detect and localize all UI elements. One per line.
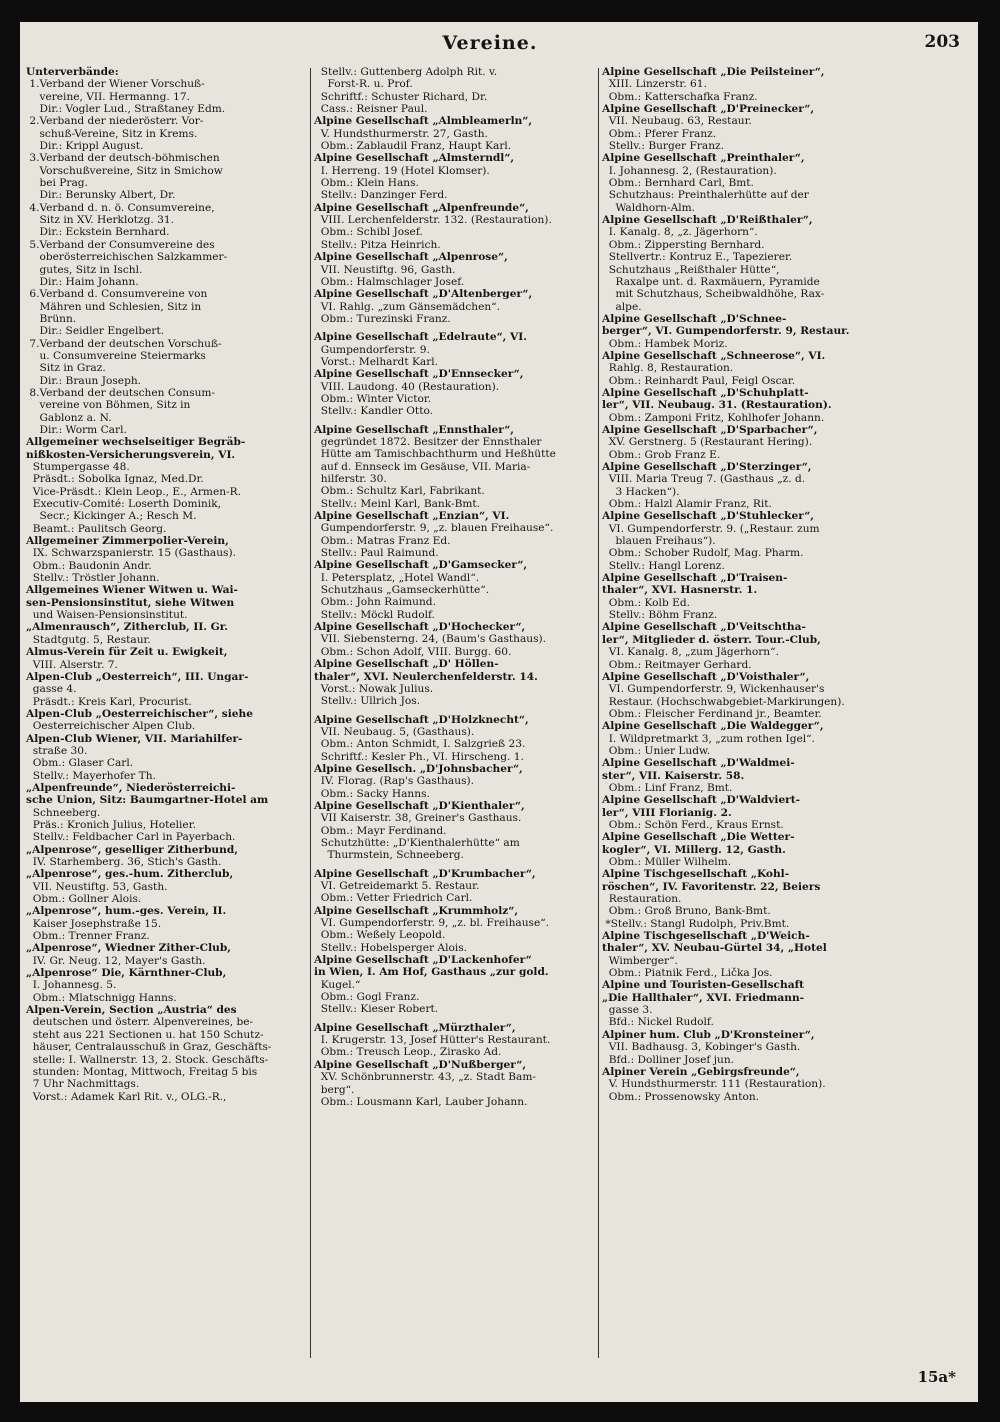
entry-text-line: VIII. Lerchenfelderstr. 132. (Restauration). xyxy=(314,214,552,227)
entry-heading-line: Alpine Gesellschaft „Schneerose“, VI. xyxy=(602,349,826,362)
entry-text-line: schuß-Vereine, Sitz in Krems. xyxy=(26,127,198,140)
entry-heading-line: röschen“, IV. Favoritenstr. 22, Beiers xyxy=(602,880,821,893)
entry-text-line: VI. Kanalg. 8, „zum Jägerhorn“. xyxy=(602,646,779,659)
entry-heading-line: Alpine Gesellschaft „Die Wetter- xyxy=(602,831,795,844)
entry-heading-line: ler“, VII. Neubaug. 31. (Restauration). xyxy=(602,399,832,412)
entry-text-line: IV. Florag. (Rap's Gasthaus). xyxy=(314,775,475,788)
entry-heading-line: Alpine Gesellschaft „D' Höllen- xyxy=(314,658,499,671)
entry-text-line: Cass.: Reisner Paul. xyxy=(314,103,428,116)
entry-heading-line: Alpine und Touristen-Gesellschaft xyxy=(602,979,805,992)
entry-text-line: häuser, Centralausschuß in Graz, Geschäfts- xyxy=(26,1041,272,1054)
entry-heading-line: „Alpenrose“ Die, Kärnthner-Club, xyxy=(26,967,227,980)
entry-text-line: auf d. Ennseck im Gesäuse, VII. Maria- xyxy=(314,460,531,473)
entry-text-line: VII. Neustiftg. 53, Gasth. xyxy=(26,880,168,893)
entry-heading-line: Alpine Gesellschaft „D'Preinecker“, xyxy=(602,103,815,116)
entry-text-line: Schriftf.: Kesler Ph., VI. Hirscheng. 1. xyxy=(314,750,524,763)
entry-heading-line: Alpine Gesellschaft „Almbleamerln“, xyxy=(314,115,533,128)
entry-text-line: I. Johannesg. 2, (Restauration). xyxy=(602,164,777,177)
entry-text-line: Obm.: Lousmann Karl, Lauber Johann. xyxy=(314,1095,528,1108)
entry-text-line: Stellv.: Mayerhofer Th. xyxy=(26,769,156,782)
page-title: Vereine. xyxy=(442,32,538,54)
entry-text-line: VIII. Maria Treug 7. (Gasthaus „z. d. xyxy=(602,473,806,486)
entry-text-line: V. Hundsthurmerstr. 111 (Restauration). xyxy=(602,1078,826,1091)
entry-text-line: Mähren und Schlesien, Sitz in xyxy=(26,300,202,313)
entry-text-line: Stellv.: Meinl Karl, Bank-Bmt. xyxy=(314,497,481,510)
entry-text-line: VIII. Laudong. 40 (Restauration). xyxy=(314,380,500,393)
entry-text-line: 7 Uhr Nachmittags. xyxy=(26,1078,140,1091)
entry-text-line: Restaur. (Hochschwabgebiet-Markirungen). xyxy=(602,695,845,708)
entry-text-line: Stadtgutg. 5, Restaur. xyxy=(26,633,151,646)
entry-heading-line: Alpine Gesellschaft „Alpenrose“, xyxy=(314,251,508,264)
entry-heading-line: Alpine Gesellschaft „D'Veitschtha- xyxy=(602,621,806,634)
entry-text-line: Forst-R. u. Prof. xyxy=(314,78,413,91)
entry-text-line: VIII. Alserstr. 7. xyxy=(26,658,118,671)
entry-text-line: Secr.; Kickinger A.; Resch M. xyxy=(26,510,197,523)
entry-text-line: Obm.: Weßely Leopold. xyxy=(314,929,446,942)
entry-heading-line: thaler“, XV. Neubau-Gürtel 34, „Hotel xyxy=(602,942,827,955)
entry-text-line: Sitz in XV. Herklotzg. 31. xyxy=(26,214,174,227)
entry-text-line: VII. Neustiftg. 96, Gasth. xyxy=(314,263,456,276)
page-number: 203 xyxy=(924,32,960,52)
entry-heading-line: Alpine Tischgesellschaft „D'Weich- xyxy=(602,930,810,943)
entry-text-line: Obm.: Schön Ferd., Kraus Ernst. xyxy=(602,818,784,831)
entry-text-line: Schriftf.: Schuster Richard, Dr. xyxy=(314,90,488,103)
entry-text-line: IV. Gr. Neug. 12, Mayer's Gasth. xyxy=(26,954,206,967)
entry-text-line: Gablonz a. N. xyxy=(26,411,112,424)
entry-heading-line: Alpiner Verein „Gebirgsfreunde“, xyxy=(602,1065,800,1078)
entry-text-line: Thurmstein, Schneeberg. xyxy=(314,849,464,862)
entry-text-line: berg“. xyxy=(314,1083,355,1096)
entry-text-line: bei Prag. xyxy=(26,177,88,190)
entry-heading-line: sche Union, Sitz: Baumgartner-Hotel am xyxy=(26,794,269,807)
entry-text-line: VI. Gumpendorferstr. 9. („Restaur. zum xyxy=(602,522,820,535)
entry-text-line: Obm.: Linf Franz, Bmt. xyxy=(602,781,733,794)
entry-heading-line: Alpiner hum. Club „D'Kronsteiner“, xyxy=(602,1028,815,1041)
entry-text-line: Obm.: Vetter Friedrich Carl. xyxy=(314,892,473,905)
entry-text-line: Stellv.: Pitza Heinrich. xyxy=(314,238,441,251)
entry-text-line: VI. Gumpendorferstr. 9, Wickenhauser's xyxy=(602,683,825,696)
entry-heading-line: Alpen-Club Wiener, VII. Mariahilfer- xyxy=(26,732,243,745)
entry-text-line: Obm.: Halmschlager Josef. xyxy=(314,275,465,288)
entry-text-line: deutschen und österr. Alpenvereines, be- xyxy=(26,1016,254,1029)
entry-text-line: Obm.: Gollner Alois. xyxy=(26,893,142,906)
entry-text-line: Dir.: Vogler Lud., Straßtaney Edm. xyxy=(26,103,226,116)
entry-text-line: Raxalpe unt. d. Raxmäuern, Pyramide xyxy=(602,275,820,288)
entry-heading-line: Alpine Gesellschaft „D'Gamsecker“, xyxy=(314,559,528,572)
entry-text-line: Sitz in Graz. xyxy=(26,362,106,375)
signature-mark: 15a* xyxy=(917,1368,956,1386)
entry-text-line: Obm.: Zamponi Fritz, Kohlhofer Johann. xyxy=(602,411,825,424)
entry-heading-line: thaler“, XVI. Hasnerstr. 1. xyxy=(602,584,758,597)
entry-text-line: VI. Getreidemarkt 5. Restaur. xyxy=(314,880,480,892)
entry-text-line: 1.Verband der Wiener Vorschuß- xyxy=(26,78,205,91)
entry-text-line: Stellv.: Böhm Franz. xyxy=(602,609,718,622)
entry-text-line: Kaiser Josephstraße 15. xyxy=(26,917,162,930)
entry-heading-line: Alpine Gesellschaft „D'Ennsecker“, xyxy=(314,368,524,381)
entry-text-line: stelle: I. Wallnerstr. 13, 2. Stock. Geschäfts- xyxy=(26,1053,269,1066)
entry-heading-line: „Alpenrose“, ges.-hum. Zitherclub, xyxy=(26,868,234,881)
entry-text-line: Beamt.: Paulitsch Georg. xyxy=(26,522,167,535)
entry-text-line: 6.Verband d. Consumvereine von xyxy=(26,288,208,301)
entry-text-line: Obm.: Glaser Carl. xyxy=(26,757,134,770)
entry-text-line: Obm.: Winter Victor. xyxy=(314,392,432,405)
entry-text-line: Dir.: Haim Johann. xyxy=(26,275,139,288)
entry-heading-line: Alpine Gesellschaft „D'Schuhplatt- xyxy=(602,386,809,399)
entry-text-line: IV. Starhemberg. 36, Stich's Gasth. xyxy=(26,856,222,868)
entry-text-line: Stellv.: Hangl Lorenz. xyxy=(602,559,725,572)
entry-text-line: Gumpendorferstr. 9. xyxy=(314,343,430,356)
column-middle xyxy=(314,66,598,1366)
entry-text-line: Obm.: Gogl Franz. xyxy=(314,991,420,1004)
entry-text-line: Kugel.“ xyxy=(314,978,361,991)
entry-heading-line: Alpine Gesellschaft „D'Sparbacher“, xyxy=(602,423,818,436)
entry-text-line: Obm.: Pferer Franz. xyxy=(602,127,717,140)
entry-text-line: 7.Verband der deutschen Vorschuß- xyxy=(26,337,222,350)
entry-text-line: Schutzhaus „Reißthaler Hütte“, xyxy=(602,263,780,276)
entry-heading-line: nißkosten-Versicherungsverein, VI. xyxy=(26,448,236,461)
entry-text-line: Obm.: Mayr Ferdinand. xyxy=(314,824,447,837)
entry-text-line: Stellv.: Burger Franz. xyxy=(602,140,724,153)
entry-text-line: Obm.: Trenner Franz. xyxy=(26,930,150,943)
entry-text-line: VI. Gumpendorferstr. 9, „z. bl. Freihause“. xyxy=(314,917,550,930)
entry-text-line: VII. Siebensterng. 24, (Baum's Gasthaus). xyxy=(314,633,547,646)
entry-heading-line: Alpine Gesellschaft „D'Traisen- xyxy=(602,572,788,585)
entry-heading-line: Alpine Gesellschaft „D'Waldmei- xyxy=(602,757,795,770)
entry-text-line: Schneeberg. xyxy=(26,806,101,819)
entry-text-line: Obm.: Zablaudil Franz, Haupt Karl. xyxy=(314,140,512,153)
entry-heading-line: Allgemeines Wiener Witwen u. Wai- xyxy=(26,584,238,597)
entry-heading-line: Alpine Gesellschaft „D'Lackenhofer“ xyxy=(314,954,532,967)
entry-text-line: Dir.: Krippl August. xyxy=(26,140,144,153)
entry-heading-line: „Almenrausch“, Zitherclub, II. Gr. xyxy=(26,621,228,634)
entry-text-line: IX. Schwarzspanierstr. 15 (Gasthaus). xyxy=(26,547,236,560)
entry-text-line: Restauration. xyxy=(602,893,682,906)
entry-heading-line: ler“, Mitglieder d. österr. Tour.-Club, xyxy=(602,633,821,646)
entry-text-line: Obm.: Mlatschnigg Hanns. xyxy=(26,991,177,1004)
entry-heading-line: Alpine Tischgesellschaft „Kohl- xyxy=(602,868,790,881)
entry-text-line: gasse 4. xyxy=(26,683,77,696)
entry-text-line: Dir.: Braun Joseph. xyxy=(26,374,142,387)
entry-heading-line: „Die Hallthaler“, XVI. Friedmann- xyxy=(602,991,805,1004)
entry-heading-line: Alpine Gesellsch. „D'Johnsbacher“, xyxy=(314,762,523,775)
entry-text-line: Stellv.: Kieser Robert. xyxy=(314,1003,439,1016)
entry-heading-line: Alpine Gesellschaft „D'Voisthaler“, xyxy=(602,670,810,683)
entry-text-line: Schutzhütte: „D'Kienthalerhütte“ am xyxy=(314,836,520,849)
entry-text-line: alpe. xyxy=(602,300,642,313)
entry-text-line: Obm.: Schultz Karl, Fabrikant. xyxy=(314,485,485,498)
entry-text-line: 3.Verband der deutsch-böhmischen xyxy=(26,152,220,165)
entry-text-line: Oesterreichischer Alpen Club. xyxy=(26,720,196,733)
entry-text-line: Brünn. xyxy=(26,312,77,325)
entry-text-line: gegründet 1872. Besitzer der Ennsthaler xyxy=(314,435,542,448)
entry-text-line: Obm.: Groß Bruno, Bank-Bmt. xyxy=(602,905,771,918)
entry-text-line: Stellv.: Kandler Otto. xyxy=(314,405,434,418)
entry-heading-line: Almus-Verein für Zeit u. Ewigkeit, xyxy=(26,646,228,659)
entry-heading-line: Alpine Gesellschaft „Preinthaler“, xyxy=(602,152,805,165)
entry-text-line: Obm.: Schon Adolf, VIII. Burgg. 60. xyxy=(314,645,512,658)
entry-text-line: Obm.: Sacky Hanns. xyxy=(314,787,430,800)
entry-text-line: Obm.: Bernhard Carl, Bmt. xyxy=(602,177,754,190)
entry-text-line: 2.Verband der niederösterr. Vor- xyxy=(26,115,204,128)
entry-text-line: I. Petersplatz, „Hotel Wandl“. xyxy=(314,571,480,584)
entry-text-line: steht aus 221 Sectionen u. hat 150 Schutz- xyxy=(26,1028,264,1041)
entry-text-line: 3 Hacken“). xyxy=(602,485,680,498)
entry-heading-line: „Alpenrose“, Wiedner Zither-Club, xyxy=(26,942,231,955)
entry-heading-line: Alpine Gesellschaft „Die Peilsteiner“, xyxy=(602,66,825,78)
entry-text-line: und Waisen-Pensionsinstitut. xyxy=(26,609,188,622)
entry-heading-line: Alpen-Club „Oesterreich“, III. Ungar- xyxy=(26,670,249,683)
entry-text-line: Stellv.: Tröstler Johann. xyxy=(26,572,160,585)
entry-text-line: Vorst.: Adamek Karl Rit. v., OLG.-R., xyxy=(26,1090,227,1103)
entry-text-line: blauen Freihaus“). xyxy=(602,535,716,548)
entry-text-line: Obm.: Anton Schmidt, I. Salzgrieß 23. xyxy=(314,738,526,751)
entry-text-line: Präs.: Kronich Julius, Hotelier. xyxy=(26,818,196,831)
entry-text-line: Obm.: Katterschafka Franz. xyxy=(602,90,758,103)
entry-heading-line: Alpine Gesellschaft „D'Holzknecht“, xyxy=(314,713,529,726)
entry-heading-line: ster“, VII. Kaiserstr. 58. xyxy=(602,769,745,782)
entry-text-line: vereine von Böhmen, Sitz in xyxy=(26,399,191,412)
entry-text-line: Dir.: Worm Carl. xyxy=(26,423,127,436)
entry-text-line: Obm.: Halzl Alamir Franz, Rit. xyxy=(602,498,772,511)
entry-heading-line: Alpine Gesellschaft „Mürzthaler“, xyxy=(314,1021,516,1034)
entry-text-line: Präsdt.: Kreis Karl, Procurist. xyxy=(26,695,192,708)
entry-text-line: oberösterreichischen Salzkammer- xyxy=(26,251,228,264)
entry-heading-line: Alpine Gesellschaft „Die Waldegger“, xyxy=(602,720,824,733)
entry-text-line: Präsdt.: Sobolka Ignaz, Med.Dr. xyxy=(26,473,204,486)
entry-heading-line: Allgemeiner wechselseitiger Begräb- xyxy=(26,436,246,449)
entry-text-line: Wimberger“. xyxy=(602,954,678,967)
entry-text-line: Dir.: Berunsky Albert, Dr. xyxy=(26,189,176,202)
entry-text-line: Obm.: Matras Franz Ed. xyxy=(314,534,451,547)
entry-text-line: Stellv.: Ullrich Jos. xyxy=(314,695,421,708)
entry-text-line: Vice-Präsdt.: Klein Leop., E., Armen-R. xyxy=(26,485,241,498)
entry-heading-line: Alpine Gesellschaft „D'Waldviert- xyxy=(602,794,801,807)
entry-text-line: Obm.: Reitmayer Gerhard. xyxy=(602,658,752,671)
entry-heading-line: thaler“, XVI. Neulerchenfelderstr. 14. xyxy=(314,670,538,683)
entry-text-line: 8.Verband der deutschen Consum- xyxy=(26,386,216,399)
entry-heading-line: Unterverbände: xyxy=(26,66,119,78)
entry-heading-line: Alpine Gesellschaft „D'Sterzinger“, xyxy=(602,461,812,473)
book-page xyxy=(20,22,978,1402)
entry-heading-line: Alpine Gesellschaft „Alpenfreunde“, xyxy=(314,201,529,214)
entry-text-line: *Stellv.: Stangl Rudolph, Priv.Bmt. xyxy=(602,917,790,930)
entry-heading-line: Alpine Gesellschaft „D'Hochecker“, xyxy=(314,621,526,634)
entry-heading-line: Alpine Gesellschaft „D'Stuhlecker“, xyxy=(602,510,814,523)
entry-text-line: Obm.: Unier Ludw. xyxy=(602,744,711,757)
entry-text-line: XV. Gerstnerg. 5 (Restaurant Hering). xyxy=(602,436,813,449)
column-right xyxy=(602,66,964,1366)
entry-text-line: Gumpendorferstr. 9, „z. blauen Freihause“. xyxy=(314,522,554,535)
entry-text-line: mit Schutzhaus, Scheibwaldhöhe, Rax- xyxy=(602,288,825,301)
entry-text-line: Stellv.: Feldbacher Carl in Payerbach. xyxy=(26,831,236,844)
entry-text-line: Obm.: Hambek Moriz. xyxy=(602,337,728,350)
entry-text-line: VII. Neubaug. 5, (Gasthaus). xyxy=(314,725,475,738)
entry-text-line: u. Consumvereine Steiermarks xyxy=(26,349,206,362)
entry-heading-line: Allgemeiner Zimmerpolier-Verein, xyxy=(26,535,229,548)
entry-text-line: I. Johannesg. 5. xyxy=(26,979,117,992)
entry-heading-line: Alpine Gesellschaft „D'Altenberger“, xyxy=(314,288,533,301)
entry-text-line: Waldhorn-Alm. xyxy=(602,201,696,214)
entry-text-line: vereine, VII. Hermanng. 17. xyxy=(26,90,190,103)
entry-text-line: I. Krugerstr. 13, Josef Hütter's Restaurant. xyxy=(314,1034,551,1047)
entry-text-line: Obm.: Turezinski Franz. xyxy=(314,312,451,325)
entry-text-line: Vorst.: Nowak Julius. xyxy=(314,682,434,695)
entry-text-line: Obm.: Prossenowsky Anton. xyxy=(602,1090,760,1103)
entry-heading-line: Alpen-Verein, Section „Austria“ des xyxy=(26,1004,237,1017)
entry-text-line: VII. Badhausg. 3, Kobinger's Gasth. xyxy=(602,1041,801,1054)
entry-text-line: Obm.: Treusch Leop., Zirasko Ad. xyxy=(314,1046,502,1059)
entry-text-line: Vorst.: Melhardt Karl. xyxy=(314,355,439,368)
column-divider xyxy=(598,68,599,1358)
entry-text-line: straße 30. xyxy=(26,744,88,757)
entry-text-line: Obm.: Schober Rudolf, Mag. Pharm. xyxy=(602,547,804,560)
entry-heading-line: Alpine Gesellschaft „Almsterndl“, xyxy=(314,152,515,165)
entry-text-line: 5.Verband der Consumvereine des xyxy=(26,238,215,251)
entry-text-line: Obm.: Reinhardt Paul, Feigl Oscar. xyxy=(602,374,796,387)
entry-text-line: gasse 3. xyxy=(602,1004,653,1017)
entry-text-line: 4.Verband d. n. ö. Consumvereine, xyxy=(26,201,215,214)
entry-text-line: Stellvertr.: Kontruz E., Tapezierer. xyxy=(602,251,793,264)
entry-text-line: Obm.: Grob Franz E. xyxy=(602,448,721,461)
entry-text-line: Stellv.: Danzinger Ferd. xyxy=(314,189,448,202)
entry-text-line: Stellv.: Paul Raimund. xyxy=(314,547,439,560)
entry-heading-line: in Wien, I. Am Hof, Gasthaus „zur gold. xyxy=(314,966,549,979)
entry-text-line: VI. Rahlg. „zum Gänsemädchen“. xyxy=(314,300,500,313)
entry-heading-line: berger“, VI. Gumpendorferstr. 9, Restaur. xyxy=(602,325,850,338)
column-left xyxy=(26,66,311,1366)
entry-text-line: Dir.: Eckstein Bernhard. xyxy=(26,226,170,239)
entry-text-line: stunden: Montag, Mittwoch, Freitag 5 bis xyxy=(26,1065,258,1078)
entry-text-line: Obm.: Fleischer Ferdinand jr., Beamter. xyxy=(602,707,822,720)
entry-text-line: Obm.: Baudonin Andr. xyxy=(26,559,152,572)
entry-text-line: XV. Schönbrunnerstr. 43, „z. Stadt Bam- xyxy=(314,1071,536,1084)
entry-text-line: Obm.: Müller Wilhelm. xyxy=(602,856,732,868)
entry-heading-line: Alpine Gesellschaft „Krummholz“, xyxy=(314,904,519,917)
entry-heading-line: Alpine Gesellschaft „D'Krumbacher“, xyxy=(314,867,536,880)
entry-text-line: Vorschußvereine, Sitz in Smichow xyxy=(26,164,223,177)
entry-text-line: XIII. Linzerstr. 61. xyxy=(602,78,707,91)
entry-heading-line: Alpen-Club „Oesterreichischer“, siehe xyxy=(26,707,253,720)
entry-text-line: V. Hundsthurmerstr. 27, Gasth. xyxy=(314,127,488,140)
entry-text-line: I. Kanalg. 8, „z. Jägerhorn“. xyxy=(602,226,758,239)
entry-heading-line: kogler“, VI. Millerg. 12, Gasth. xyxy=(602,843,786,856)
entry-heading-line: sen-Pensionsinstitut, siehe Witwen xyxy=(26,596,235,609)
entry-heading-line: Alpine Gesellschaft „Edelraute“, VI. xyxy=(314,331,527,344)
entry-text-line: I. Herreng. 19 (Hotel Klomser). xyxy=(314,164,490,177)
entry-heading-line: Alpine Gesellschaft „D'Nußberger“, xyxy=(314,1058,527,1071)
entry-text-line: Schutzhaus „Gamseckerhütte“. xyxy=(314,584,490,597)
entry-text-line: Stellv.: Möckl Rudolf. xyxy=(314,608,435,621)
entry-text-line: Obm.: Klein Hans. xyxy=(314,177,419,190)
entry-text-line: Schutzhaus: Preinthalerhütte auf der xyxy=(602,189,809,202)
entry-text-line: Dir.: Seidler Engelbert. xyxy=(26,325,165,338)
entry-text-line: VII. Neubaug. 63, Restaur. xyxy=(602,115,752,128)
entry-text-line: Obm.: Piatnik Ferd., Lička Jos. xyxy=(602,967,773,980)
entry-heading-line: „Alpenfreunde“, Niederösterreichi- xyxy=(26,781,236,794)
entry-text-line: hilferstr. 30. xyxy=(314,473,387,485)
entry-heading-line: Alpine Gesellschaft „Ennsthaler“, xyxy=(314,423,514,436)
entry-heading-line: „Alpenrose“, geselliger Zitherbund, xyxy=(26,843,238,856)
entry-text-line: Bfd.: Dolliner Josef jun. xyxy=(602,1053,735,1066)
entry-heading-line: ler“, VIII Florianig. 2. xyxy=(602,806,732,819)
entry-text-line: I. Wildpretmarkt 3, „zum rothen Igel“. xyxy=(602,732,815,745)
entry-heading-line: „Alpenrose“, hum.-ges. Verein, II. xyxy=(26,905,227,918)
entry-text-line: Obm.: Zippersting Bernhard. xyxy=(602,238,765,251)
entry-heading-line: Alpine Gesellschaft „D'Kienthaler“, xyxy=(314,799,525,812)
entry-heading-line: Alpine Gesellschaft „D'Schnee- xyxy=(602,312,787,325)
entry-text-line: Stellv.: Hobelsperger Alois. xyxy=(314,941,468,954)
entry-text-line: Hütte am Tamischbachthurm und Heßhütte xyxy=(314,448,556,461)
entry-text-line: Rahlg. 8, Restauration. xyxy=(602,362,734,375)
entry-text-line: gutes, Sitz in Ischl. xyxy=(26,263,143,276)
entry-text-line: Bfd.: Nickel Rudolf. xyxy=(602,1016,714,1029)
entry-heading-line: Alpine Gesellschaft „Enzian“, VI. xyxy=(314,510,510,523)
entry-text-line: Obm.: Kolb Ed. xyxy=(602,596,690,609)
entry-text-line: Executiv-Comité: Loserth Dominik, xyxy=(26,498,221,511)
entry-heading-line: Alpine Gesellschaft „D'Reißthaler“, xyxy=(602,214,813,227)
entry-text-line: Stellv.: Guttenberg Adolph Rit. v. xyxy=(314,66,498,78)
entry-text-line: Obm.: Schibl Josef. xyxy=(314,226,423,239)
entry-text-line: VII Kaiserstr. 38, Greiner's Gasthaus. xyxy=(314,812,522,825)
entry-text-line: Stumpergasse 48. xyxy=(26,461,130,473)
entry-text-line: Obm.: John Raimund. xyxy=(314,596,436,609)
